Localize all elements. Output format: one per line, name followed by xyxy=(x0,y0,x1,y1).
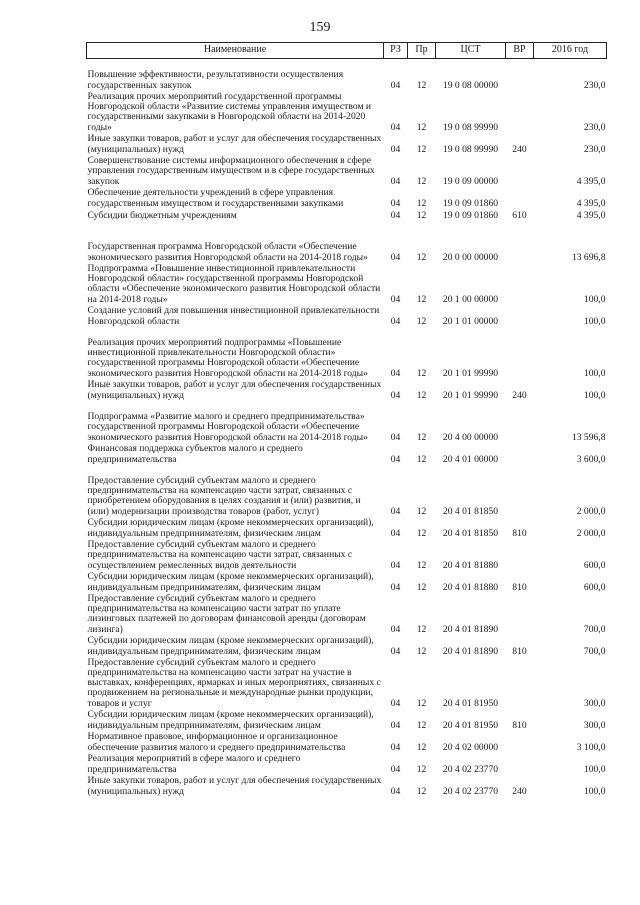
table-row xyxy=(87,775,607,797)
table-row xyxy=(87,221,607,263)
table-row xyxy=(87,187,607,209)
row-name: Предоставление субсидий субъектам малого и среднего предпринимательства на компенсацию части затрат, связанных с приобретением оборудования в целях создания и (или) развития, и (или) модернизации производства товаров (работ, услуг) xyxy=(87,474,361,517)
row-vr xyxy=(506,465,534,517)
table-row xyxy=(87,305,607,327)
row-rz: 04 xyxy=(390,197,401,209)
row-pr: 12 xyxy=(416,197,427,209)
row-pr: 12 xyxy=(416,79,427,91)
row-vr: 240 xyxy=(512,785,527,797)
row-vr: 810 xyxy=(512,581,527,593)
row-vr xyxy=(506,731,534,753)
row-pr: 12 xyxy=(416,431,427,443)
row-rz: 04 xyxy=(390,719,401,731)
row-amount: 600,0 xyxy=(583,559,606,571)
row-rz: 04 xyxy=(390,741,401,753)
header-rz: РЗ xyxy=(384,43,408,59)
row-vr xyxy=(506,263,534,305)
row-name: Реализация мероприятий в сфере малого и среднего предпринимательства xyxy=(87,753,301,775)
row-rz: 04 xyxy=(390,559,401,571)
row-rz: 04 xyxy=(390,143,401,155)
table-row xyxy=(87,635,607,657)
row-cst: 20 1 01 99990 xyxy=(442,389,499,401)
row-cst: 20 4 02 23770 xyxy=(442,763,499,775)
table-row xyxy=(87,657,607,709)
row-amount: 3 600,0 xyxy=(576,453,606,465)
row-amount: 4 395,0 xyxy=(576,175,606,187)
table-row xyxy=(87,539,607,571)
row-amount: 100,0 xyxy=(583,389,606,401)
header-pr: Пр xyxy=(408,43,436,59)
row-amount: 700,0 xyxy=(583,623,606,635)
row-vr xyxy=(506,753,534,775)
row-pr: 12 xyxy=(416,785,427,797)
header-year: 2016 год xyxy=(534,43,607,59)
row-pr: 12 xyxy=(416,389,427,401)
row-pr: 12 xyxy=(416,719,427,731)
row-amount: 100,0 xyxy=(583,293,606,305)
row-cst: 20 4 01 81890 xyxy=(442,623,499,635)
row-amount: 100,0 xyxy=(583,367,606,379)
row-vr xyxy=(506,91,534,133)
row-name: Реализация прочих мероприятий государственной программы Новгородской области «Развитие системы управления имуществом и государственными закупками в Новгородской области на 2014-2020 годы» xyxy=(87,90,372,133)
row-cst: 19 0 09 01860 xyxy=(442,209,499,221)
row-amount: 4 395,0 xyxy=(576,197,606,209)
table-row xyxy=(87,443,607,465)
row-cst: 19 0 08 99990 xyxy=(442,143,499,155)
table-row xyxy=(87,327,607,379)
row-pr: 12 xyxy=(416,505,427,517)
table-row xyxy=(87,133,607,155)
row-name: Предоставление субсидий субъектам малого и среднего предпринимательства на компенсацию части затрат, связанных с осуществлением ремесленных видов деятельности xyxy=(87,539,353,571)
row-pr: 12 xyxy=(416,645,427,657)
row-cst: 20 4 00 00000 xyxy=(442,431,499,443)
table-row xyxy=(87,571,607,593)
table-row xyxy=(87,753,607,775)
row-rz: 04 xyxy=(390,389,401,401)
row-amount: 13 696,8 xyxy=(571,251,606,263)
row-rz: 04 xyxy=(390,581,401,593)
table-row xyxy=(87,731,607,753)
row-pr: 12 xyxy=(416,559,427,571)
table-row xyxy=(87,91,607,133)
row-rz: 04 xyxy=(390,763,401,775)
row-pr: 12 xyxy=(416,315,427,327)
row-vr: 610 xyxy=(512,209,527,221)
row-name: Финансовая поддержка субъектов малого и среднего предпринимательства xyxy=(87,443,303,465)
row-pr: 12 xyxy=(416,121,427,133)
row-vr xyxy=(506,59,534,92)
row-cst: 20 1 00 00000 xyxy=(442,293,499,305)
row-rz: 04 xyxy=(390,121,401,133)
row-name: Субсидии юридическим лицам (кроме некоммерческих организаций), индивидуальным предпринимателям, физическим лицам xyxy=(87,709,374,731)
row-cst: 20 1 01 99990 xyxy=(442,367,499,379)
row-amount: 230,0 xyxy=(583,121,606,133)
row-name: Обеспечение деятельности учреждений в сфере управления государственным имуществом и государственными закупками xyxy=(87,187,344,209)
table-row xyxy=(87,209,607,221)
row-vr xyxy=(506,443,534,465)
row-amount: 300,0 xyxy=(583,697,606,709)
row-rz: 04 xyxy=(390,697,401,709)
row-amount: 2 000,0 xyxy=(576,527,606,539)
row-rz: 04 xyxy=(390,367,401,379)
row-name: Иные закупки товаров, работ и услуг для обеспечения государственных (муниципальных) нужд xyxy=(87,133,382,155)
row-cst: 19 0 08 00000 xyxy=(442,79,499,91)
row-amount: 700,0 xyxy=(583,645,606,657)
row-cst: 20 0 00 00000 xyxy=(442,251,499,263)
row-cst: 19 0 08 99990 xyxy=(442,121,499,133)
row-name: Иные закупки товаров, работ и услуг для обеспечения государственных (муниципальных) нужд xyxy=(87,379,382,401)
row-pr: 12 xyxy=(416,623,427,635)
row-cst: 19 0 09 01860 xyxy=(442,197,499,209)
row-amount: 100,0 xyxy=(583,315,606,327)
row-rz: 04 xyxy=(390,79,401,91)
table-row xyxy=(87,517,607,539)
row-vr: 240 xyxy=(512,389,527,401)
row-amount: 230,0 xyxy=(583,79,606,91)
row-name: Предоставление субсидий субъектам малого и среднего предпринимательства на компенсацию части затрат на участие в выставках, конференциях, ярмарках и иных мероприятиях, связанных с продвижением на региональные и международные рынки продукции, товаров и услуг xyxy=(87,656,381,709)
row-name: Подпрограмма «Повышение инвестиционной привлекательности Новгородской области» государственной программы Новгородской области «Обеспечение экономического развития Новгородской области на 2014-2018 годы» xyxy=(87,262,381,305)
row-pr: 12 xyxy=(416,209,427,221)
table-row xyxy=(87,155,607,187)
row-pr: 12 xyxy=(416,143,427,155)
row-amount: 13 596,8 xyxy=(571,431,606,443)
row-vr xyxy=(506,155,534,187)
row-vr xyxy=(506,327,534,379)
row-vr xyxy=(506,593,534,635)
row-cst: 20 4 01 81890 xyxy=(442,645,499,657)
row-amount: 2 000,0 xyxy=(576,505,606,517)
row-name: Предоставление субсидий субъектам малого и среднего предпринимательства на компенсацию части затрат по уплате лизинговых платежей по договорам финансовой аренды (договорам лизинга) xyxy=(87,592,366,635)
row-pr: 12 xyxy=(416,293,427,305)
row-vr xyxy=(506,305,534,327)
row-cst: 20 4 01 81950 xyxy=(442,697,499,709)
header-vr: ВР xyxy=(506,43,534,59)
row-pr: 12 xyxy=(416,741,427,753)
row-rz: 04 xyxy=(390,453,401,465)
row-amount: 3 100,0 xyxy=(576,741,606,753)
row-pr: 12 xyxy=(416,453,427,465)
row-rz: 04 xyxy=(390,251,401,263)
row-name: Субсидии юридическим лицам (кроме некоммерческих организаций), индивидуальным предпринимателям, физическим лицам xyxy=(87,635,374,657)
row-rz: 04 xyxy=(390,505,401,517)
row-amount: 4 395,0 xyxy=(576,209,606,221)
row-vr xyxy=(506,401,534,443)
row-rz: 04 xyxy=(390,785,401,797)
row-rz: 04 xyxy=(390,293,401,305)
row-name: Создание условий для повышения инвестиционной привлекательности Новгородской области xyxy=(87,305,380,327)
page-number: 159 xyxy=(309,20,331,35)
table-row xyxy=(87,401,607,443)
row-cst: 19 0 09 00000 xyxy=(442,175,499,187)
row-vr xyxy=(506,221,534,263)
row-cst: 20 4 02 00000 xyxy=(442,741,499,753)
row-cst: 20 1 01 00000 xyxy=(442,315,499,327)
row-rz: 04 xyxy=(390,315,401,327)
row-rz: 04 xyxy=(390,623,401,635)
row-name: Иные закупки товаров, работ и услуг для обеспечения государственных (муниципальных) нужд xyxy=(87,775,382,797)
table-row xyxy=(87,465,607,517)
row-rz: 04 xyxy=(390,431,401,443)
row-name: Совершенствование системы информационного обеспечения в сфере управления государственным имуществом и в сфере государственных закупок xyxy=(87,155,375,187)
row-name: Повышение эффективности, результативности осуществления государственных закупок xyxy=(87,69,344,91)
row-cst: 20 4 01 00000 xyxy=(442,453,499,465)
table-row xyxy=(87,709,607,731)
table-row xyxy=(87,263,607,305)
row-cst: 20 4 01 81950 xyxy=(442,719,499,731)
budget-table xyxy=(86,42,607,797)
header-name: Наименование xyxy=(87,43,384,59)
row-rz: 04 xyxy=(390,209,401,221)
table-row xyxy=(87,593,607,635)
row-name: Государственная программа Новгородской области «Обеспечение экономического развития Новгородской области на 2014-2018 годы» xyxy=(87,241,368,263)
row-pr: 12 xyxy=(416,697,427,709)
row-pr: 12 xyxy=(416,251,427,263)
row-amount: 100,0 xyxy=(583,785,606,797)
row-amount: 300,0 xyxy=(583,719,606,731)
row-name: Субсидии юридическим лицам (кроме некоммерческих организаций), индивидуальным предпринимателям, физическим лицам xyxy=(87,517,374,539)
header-cst: ЦСТ xyxy=(436,43,506,59)
row-cst: 20 4 01 81850 xyxy=(442,527,499,539)
row-pr: 12 xyxy=(416,527,427,539)
row-amount: 100,0 xyxy=(583,763,606,775)
row-vr xyxy=(506,187,534,209)
row-rz: 04 xyxy=(390,175,401,187)
row-name: Подпрограмма «Развитие малого и среднего предпринимательства» государственной программы Новгородской области «Обеспечение экономического развития Новгородской области на 2014-2018 годы» xyxy=(87,411,368,443)
table-header-row xyxy=(87,43,607,59)
row-vr: 810 xyxy=(512,645,527,657)
row-pr: 12 xyxy=(416,581,427,593)
row-cst: 20 4 02 23770 xyxy=(442,785,499,797)
row-vr: 240 xyxy=(512,143,527,155)
row-pr: 12 xyxy=(416,175,427,187)
row-vr: 810 xyxy=(512,527,527,539)
row-name: Реализация прочих мероприятий подпрограммы «Повышение инвестиционной привлекательности Новгородской области» государственной программы Новгородской области «Обеспечение экономического развития Новгородской области на 2014-2018 годы» xyxy=(87,336,368,379)
row-vr xyxy=(506,657,534,709)
row-cst: 20 4 01 81880 xyxy=(442,581,499,593)
row-cst: 20 4 01 81880 xyxy=(442,559,499,571)
row-name: Нормативное правовое, информационное и организационное обеспечение развития малого и среднего предпринимательства xyxy=(87,731,346,753)
row-amount: 600,0 xyxy=(583,581,606,593)
row-pr: 12 xyxy=(416,367,427,379)
table-row xyxy=(87,59,607,92)
row-rz: 04 xyxy=(390,527,401,539)
row-rz: 04 xyxy=(390,645,401,657)
row-vr xyxy=(506,539,534,571)
table-row xyxy=(87,379,607,401)
row-pr: 12 xyxy=(416,763,427,775)
row-name: Субсидии юридическим лицам (кроме некоммерческих организаций), индивидуальным предпринимателям, физическим лицам xyxy=(87,571,374,593)
row-vr: 810 xyxy=(512,719,527,731)
row-cst: 20 4 01 81850 xyxy=(442,505,499,517)
row-amount: 230,0 xyxy=(583,143,606,155)
row-name: Субсидии бюджетным учреждениям xyxy=(87,209,237,221)
